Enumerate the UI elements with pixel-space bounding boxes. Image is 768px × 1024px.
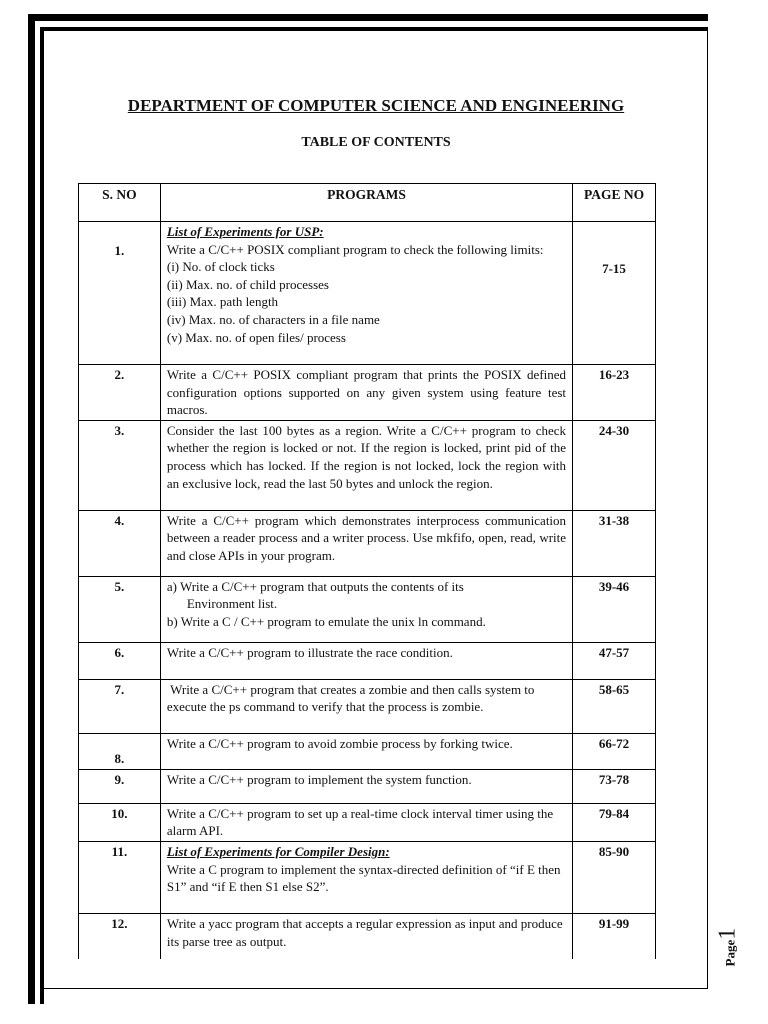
- table-row: [79, 576, 656, 642]
- program-text: b) Write a C / C++ program to emulate the unix ln command.: [166, 613, 486, 629]
- row-pages: 7-15: [573, 222, 656, 365]
- row-pages: 73-78: [573, 769, 656, 803]
- row-sno: 12.: [79, 913, 161, 959]
- page-number: 1: [714, 927, 741, 940]
- row-sno: 5.: [79, 576, 161, 642]
- row-pages: 91-99: [573, 913, 656, 959]
- department-title: DEPARTMENT OF COMPUTER SCIENCE AND ENGINEERING: [127, 96, 625, 115]
- row-program: Write a C/C++ program to implement the system function.: [160, 769, 572, 803]
- program-text: (iv) Max. no. of characters in a file name: [166, 311, 380, 327]
- table-row: [79, 510, 656, 576]
- program-text: (ii) Max. no. of child processes: [166, 276, 329, 292]
- section-heading: List of Experiments for USP:: [166, 224, 324, 239]
- page-border-right: [707, 27, 708, 989]
- page-border-left: [28, 14, 35, 1004]
- table-row: [79, 803, 656, 841]
- row-program: Write a C/C++ program to avoid zombie process by forking twice.: [160, 733, 572, 769]
- row-pages: 24-30: [573, 420, 656, 510]
- row-program: Consider the last 100 bytes as a region. Write a C/C++ program to check whether the region is locked or not. If the region is locked, print pid of the process which has locked. If the region is not locked, lock the region with an exclusive lock, read the last 50 bytes and unlock the region.: [160, 420, 572, 510]
- table-row: [79, 222, 656, 365]
- table-header-row: [79, 184, 656, 222]
- row-sno: 4.: [79, 510, 161, 576]
- row-program: [160, 841, 572, 913]
- row-pages: 39-46: [573, 576, 656, 642]
- program-text: (v) Max. no. of open files/ process: [166, 329, 346, 345]
- program-text: (i) No. of clock ticks: [166, 259, 275, 275]
- row-sno: 6.: [79, 642, 161, 679]
- row-pages: 16-23: [573, 365, 656, 421]
- table-row: [79, 913, 656, 959]
- program-text: Environment list.: [186, 596, 278, 612]
- row-sno: 11.: [79, 841, 161, 913]
- program-text: a) Write a C/C++ program that outputs the contents of its: [166, 578, 464, 594]
- row-program: Write a yacc program that accepts a regular expression as input and produce its parse tree as output.: [160, 913, 572, 959]
- program-text: Write a C program to implement the syntax-directed definition of “if E then S1” and “if E then S1 else S2”.: [166, 861, 561, 895]
- page-word: Page: [722, 939, 738, 967]
- column-header-page-no: PAGE NO: [573, 184, 656, 222]
- page-border-left-inner: [40, 27, 44, 1004]
- row-sno: 9.: [79, 769, 161, 803]
- page-number-label: [712, 905, 742, 965]
- column-header-programs: PROGRAMS: [160, 184, 572, 222]
- row-program: [160, 576, 572, 642]
- row-sno: 7.: [79, 679, 161, 733]
- table-row: [79, 769, 656, 803]
- table-row: [79, 841, 656, 913]
- row-pages: 85-90: [573, 841, 656, 913]
- row-program: Write a C/C++ POSIX compliant program that prints the POSIX defined configuration options supported on any given system using feature test macros.: [160, 365, 572, 421]
- column-header-sno: S. NO: [79, 184, 161, 222]
- page-border-top-inner: [40, 27, 708, 31]
- row-program: Write a C/C++ program which demonstrates interprocess communication between a reader process and a writer process. Use mkfifo, open, read, write and close APIs in your program.: [160, 510, 572, 576]
- row-pages: 66-72: [573, 733, 656, 769]
- row-pages: 58-65: [573, 679, 656, 733]
- contents-table: [78, 183, 656, 959]
- table-row: [79, 642, 656, 679]
- row-program: Write a C/C++ program to illustrate the race condition.: [160, 642, 572, 679]
- row-sno: 3.: [79, 420, 161, 510]
- program-text: Write a C/C++ POSIX compliant program to check the following limits:: [166, 241, 544, 257]
- row-pages: 31-38: [573, 510, 656, 576]
- table-row: [79, 420, 656, 510]
- page-border-top: [28, 14, 708, 21]
- row-pages: 47-57: [573, 642, 656, 679]
- table-row: [79, 365, 656, 421]
- table-row: [79, 679, 656, 733]
- row-sno: 1.: [79, 222, 161, 365]
- page-border-bottom: [40, 988, 708, 989]
- row-pages: 79-84: [573, 803, 656, 841]
- row-program: Write a C/C++ program that creates a zombie and then calls system to execute the ps command to verify that the process is zombie.: [160, 679, 572, 733]
- row-program: Write a C/C++ program to set up a real-time clock interval timer using the alarm API.: [160, 803, 572, 841]
- row-sno: 10.: [79, 803, 161, 841]
- row-sno: 2.: [79, 365, 161, 421]
- row-program: [160, 222, 572, 365]
- row-sno: 8.: [79, 733, 161, 769]
- table-row: [79, 733, 656, 769]
- section-heading: List of Experiments for Compiler Design:: [166, 843, 390, 859]
- program-text: (iii) Max. path length: [166, 294, 279, 310]
- toc-title: TABLE OF CONTENTS: [301, 135, 451, 150]
